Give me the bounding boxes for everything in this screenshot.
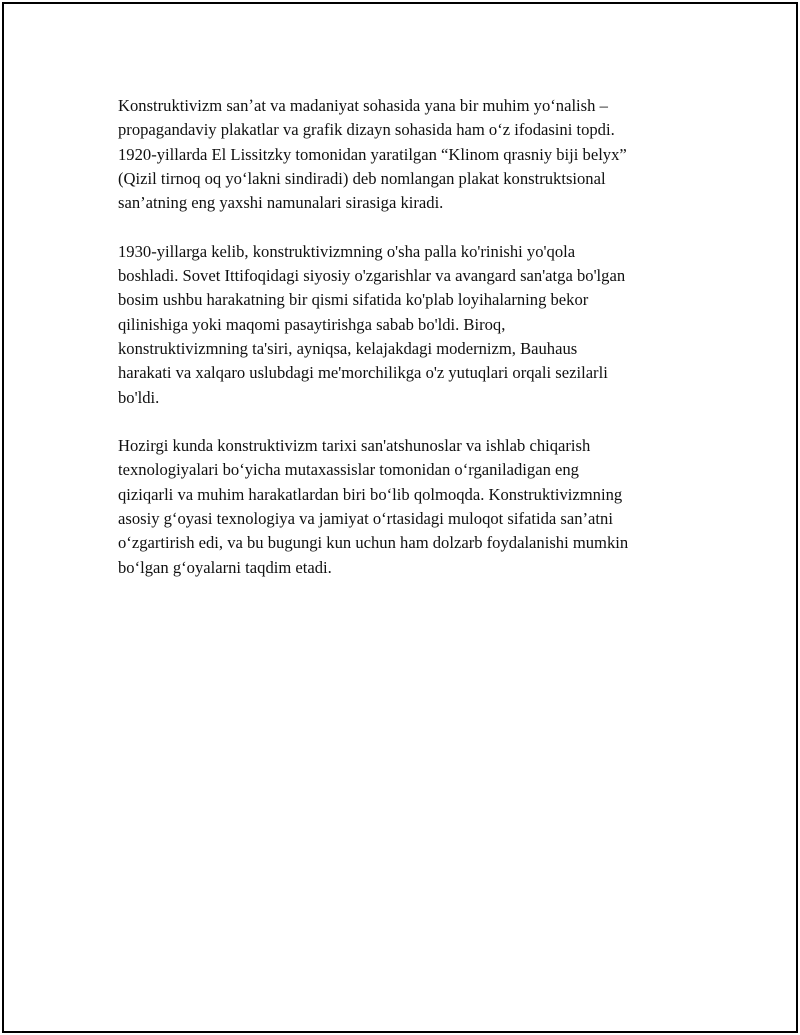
paragraph-constructivism-posters: Konstruktivizm sanʼat va madaniyat sohasida yana bir muhim yo‘nalish – propagandaviy plakatlar va grafik dizayn sohasida ham o‘z ifodasini topdi. 1920-yillarda El Lissitzky tomonidan yaratilgan “Klinom qrasniy biji belyx” (Qizil tirnoq oq yo‘lakni sindiradi) deb nomlangan plakat konstruktsional san’atning eng yaxshi namunalari sirasiga kiradi.	[118, 96, 627, 213]
paragraph-constructivism-decline: 1930-yillarga kelib, konstruktivizmning o'sha palla ko'rinishi yo'qola boshladi. Sovet Ittifoqidagi siyosiy o'zgarishlar va avangard san'atga bo'lgan bosim ushbu harakatning bir qismi sifatida ko'plab loyihalarning bekor qilinishiga yoki maqomi pasaytirishga sabab bo'ldi. Biroq, konstruktivizmning ta'siri, ayniqsa, kelajakdagi modernizm, Bauhaus harakati va xalqaro uslubdagi me'morchilikga o'z yutuqlari orqali sezilarli bo'ldi.	[118, 241, 626, 407]
document-body	[118, 94, 690, 604]
paragraph-constructivism-today: Hozirgi kunda konstruktivizm tarixi san'atshunoslar va ishlab chiqarish texnologiyalari bo‘yicha mutaxassislar tomonidan o‘rganiladigan eng qiziqarli va muhim harakatlardan biri bo‘lib qolmoqda. Konstruktivizmning asosiy g‘oyasi texnologiya va jamiyat o‘rtasidagi muloqot sifatida san’atni o‘zgartirish edi, va bu bugungi kun uchun ham dolzarb foydalanishi mumkin bo‘lgan g‘oyalarni taqdim etadi.	[118, 436, 629, 577]
